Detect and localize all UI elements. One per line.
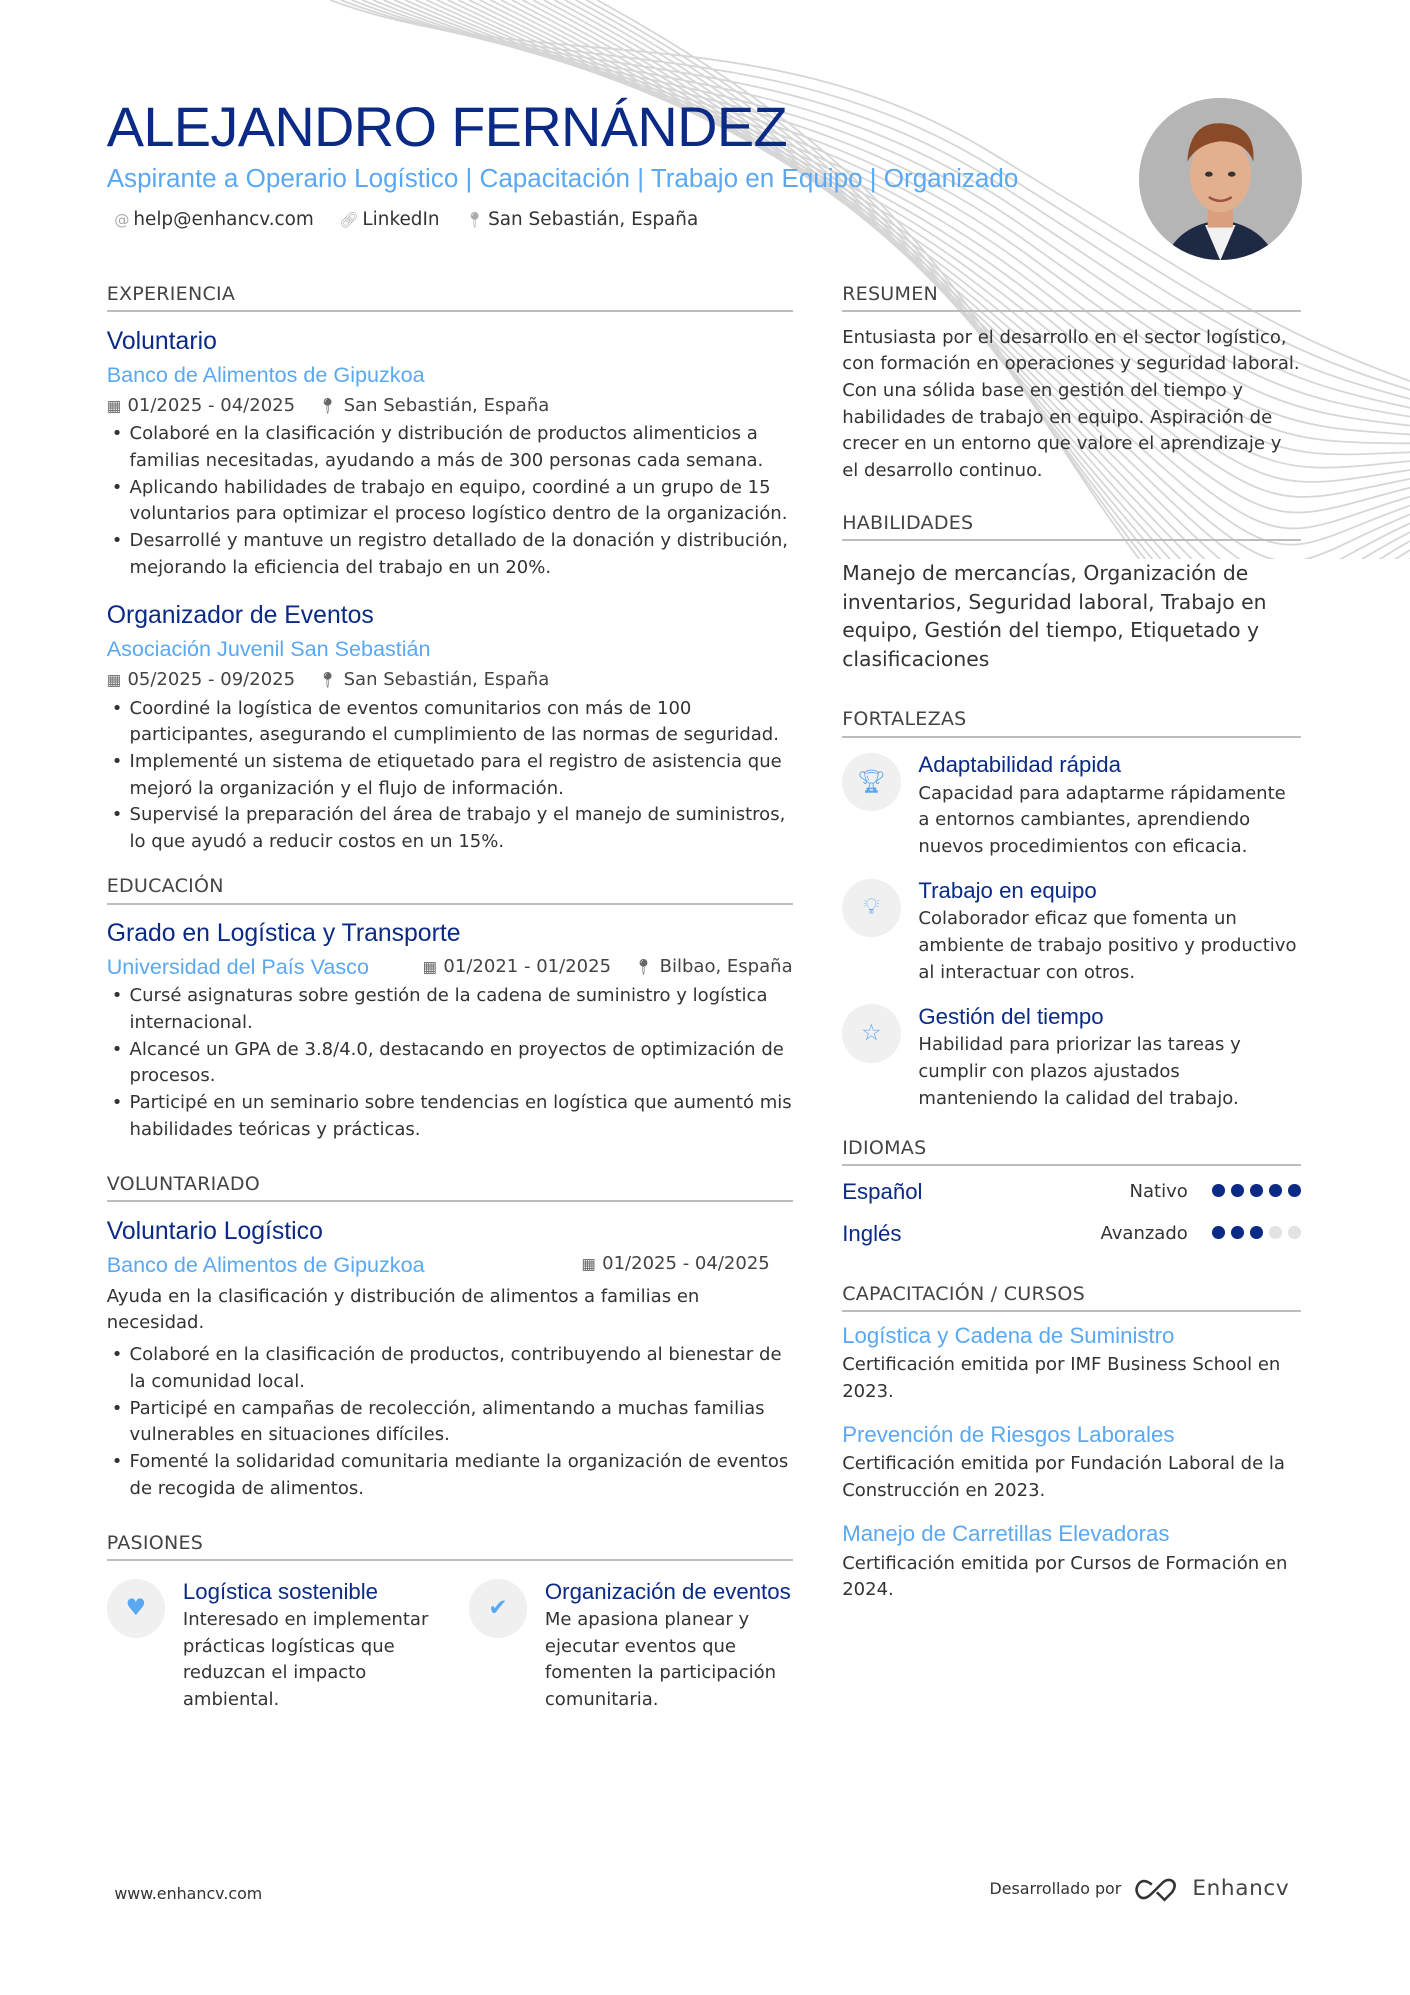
passion-title: Organización de eventos bbox=[544, 1578, 791, 1604]
footer-branding bbox=[990, 1876, 1290, 1903]
passion-text: Interesado en implementar prácticas logísticas que reduzcan el impacto ambiental. bbox=[182, 1609, 429, 1711]
strength-item bbox=[842, 876, 1301, 987]
bullet: • Participé en un seminario sobre tendencias en logística que aumentó mis habilidades teóricas y prácticas. bbox=[107, 1090, 793, 1143]
course-title: Logística y Cadena de Suministro bbox=[842, 1323, 1175, 1349]
section-title-languages: IDIOMAS bbox=[842, 1135, 1301, 1166]
bullet: • Fomenté la solidaridad comunitaria mediante la organización de eventos de recogida de alimentos. bbox=[107, 1449, 793, 1502]
volunteering-bullets bbox=[107, 1342, 793, 1502]
dates bbox=[423, 952, 611, 982]
language-name: Inglés bbox=[842, 1220, 902, 1246]
bullet: • Colaboré en la clasificación y distribución de productos alimenticios a familias necesitadas, ayudando a más de 300 personas cada semana. bbox=[107, 421, 793, 474]
section-title-strengths: FORTALEZAS bbox=[842, 706, 1301, 737]
enhancv-logo-icon bbox=[1134, 1877, 1180, 1902]
section-title-summary: RESUMEN bbox=[842, 281, 1301, 312]
rating-dot bbox=[1212, 1226, 1225, 1239]
check-icon: ✔ bbox=[469, 1579, 527, 1637]
dates-text: 01/2025 - 04/2025 bbox=[127, 394, 296, 416]
contact-email[interactable] bbox=[114, 207, 314, 234]
bullet: • Colaboré en la clasificación de productos, contribuyendo al bienestar de la comunidad local. bbox=[107, 1342, 793, 1395]
bullet: • Coordiné la logística de eventos comunitarios con más de 100 participantes, asegurando el cumplimiento de las normas de seguridad. bbox=[107, 696, 793, 749]
strength-title: Adaptabilidad rápida bbox=[918, 752, 1121, 778]
rating-dot bbox=[1288, 1226, 1301, 1239]
powered-by-text: Desarrollado por bbox=[989, 1879, 1122, 1899]
rating-dot bbox=[1231, 1226, 1244, 1239]
calendar-icon: ▦ bbox=[106, 396, 122, 415]
location bbox=[318, 665, 549, 695]
language-rating bbox=[1206, 1179, 1301, 1206]
description: Ayuda en la clasificación y distribución de alimentos a familias en necesidad. bbox=[106, 1285, 700, 1334]
experience-bullets bbox=[107, 696, 793, 856]
calendar-icon: ▦ bbox=[422, 957, 438, 976]
profile-photo bbox=[1139, 98, 1302, 261]
skills-text: Manejo de mercancías, Organización de inventarios, Seguridad laboral, Trabajo en equipo, Gestión del tiempo, Etiquetado y clasificaciones bbox=[842, 561, 1267, 671]
organization: Banco de Alimentos de Gipuzkoa bbox=[106, 1252, 425, 1278]
location-text: Bilbao, España bbox=[659, 955, 793, 977]
strength-text: Capacidad para adaptarme rápidamente a entornos cambiantes, aprendiendo nuevos procedimientos con eficacia. bbox=[918, 782, 1286, 858]
language-item bbox=[842, 1171, 1301, 1213]
rating-dot bbox=[1212, 1184, 1225, 1197]
location-pin-icon: 📍︎ bbox=[317, 671, 338, 690]
calendar-icon: ▦ bbox=[106, 671, 122, 690]
brand-name: Enhancv bbox=[1192, 1876, 1290, 1902]
education-entry bbox=[107, 917, 793, 1143]
headline: Aspirante a Operario Logístico | Capacitación | Trabajo en Equipo | Organizado bbox=[106, 163, 1019, 194]
dates-text: 05/2025 - 09/2025 bbox=[127, 669, 296, 691]
experience-bullets bbox=[107, 421, 793, 581]
dates bbox=[107, 391, 295, 421]
email-text: help@enhancv.com bbox=[133, 209, 314, 231]
dates-text: 01/2025 - 04/2025 bbox=[602, 1253, 770, 1275]
section-title-courses: CAPACITACIÓN / CURSOS bbox=[842, 1281, 1301, 1312]
language-level: Avanzado bbox=[1100, 1222, 1188, 1244]
course-title: Prevención de Riesgos Laborales bbox=[842, 1422, 1175, 1448]
rating-dot bbox=[1231, 1184, 1244, 1197]
degree: Grado en Logística y Transporte bbox=[106, 920, 461, 948]
left-column bbox=[107, 281, 793, 1729]
bullet: • Implementé un sistema de etiquetado para el registro de asistencia que mejoró la organización y el flujo de información. bbox=[107, 749, 793, 802]
role: Voluntario bbox=[106, 327, 217, 355]
location-pin-icon: 📍︎ bbox=[464, 211, 485, 230]
dates bbox=[581, 1249, 769, 1279]
organization: Asociación Juvenil San Sebastián bbox=[106, 636, 431, 661]
star-icon: ☆ bbox=[842, 1004, 900, 1062]
strength-text: Colaborador eficaz que fomenta un ambiente de trabajo positivo y productivo al interactuar con otros. bbox=[918, 908, 1297, 983]
at-icon: @ bbox=[114, 211, 130, 230]
strength-item bbox=[842, 750, 1301, 861]
course-text: Certificación emitida por Cursos de Formación en 2024. bbox=[842, 1552, 1288, 1601]
rating-dot bbox=[1250, 1226, 1263, 1239]
location-text: San Sebastián, España bbox=[343, 394, 550, 416]
section-title-passions: PASIONES bbox=[107, 1530, 793, 1561]
bullet: • Participé en campañas de recolección, alimentando a muchas familias vulnerables en situaciones difíciles. bbox=[107, 1396, 793, 1449]
school: Universidad del País Vasco bbox=[106, 954, 369, 980]
course-text: Certificación emitida por IMF Business School en 2023. bbox=[842, 1354, 1281, 1403]
lightbulb-icon: 💡︎ bbox=[842, 879, 900, 937]
candidate-name: ALEJANDRO FERNÁNDEZ bbox=[106, 94, 787, 158]
language-name: Español bbox=[842, 1178, 923, 1204]
language-level: Nativo bbox=[1129, 1180, 1188, 1202]
heart-icon: ♥ bbox=[107, 1579, 165, 1637]
calendar-icon: ▦ bbox=[581, 1255, 596, 1274]
summary-text: Entusiasta por el desarrollo en el sector logístico, con formación en operaciones y seguridad laboral. Con una sólida base en gestión del tiempo y habilidades de trabajo en equipo. Aspiración de crecer en un entorno que valore el aprendizaje y el desarrollo continuo. bbox=[842, 326, 1300, 481]
rating-dot bbox=[1269, 1184, 1282, 1197]
location bbox=[634, 952, 793, 982]
volunteering-entry bbox=[107, 1215, 793, 1502]
role: Voluntario Logístico bbox=[106, 1218, 323, 1246]
header bbox=[106, 94, 1019, 234]
dates-text: 01/2021 - 01/2025 bbox=[443, 955, 612, 977]
strength-item bbox=[842, 1002, 1301, 1113]
bullet: • Supervisé la preparación del área de trabajo y el manejo de suministros, lo que ayudó a reducir costos en un 15%. bbox=[107, 802, 793, 855]
dates bbox=[107, 665, 295, 695]
section-title-volunteering: VOLUNTARIADO bbox=[107, 1171, 793, 1202]
course-title: Manejo de Carretillas Elevadoras bbox=[842, 1521, 1170, 1547]
footer-website[interactable]: www.enhancv.com bbox=[114, 1884, 263, 1904]
bullet: • Alcancé un GPA de 3.8/4.0, destacando en proyectos de optimización de procesos. bbox=[107, 1037, 793, 1090]
course-item bbox=[842, 1517, 1301, 1603]
role: Organizador de Eventos bbox=[106, 601, 374, 629]
trophy-icon: 🏆︎ bbox=[842, 753, 900, 811]
bullet: • Aplicando habilidades de trabajo en equipo, coordiné a un grupo de 15 voluntarios para optimizar el proceso logístico dentro de la organización. bbox=[107, 475, 793, 528]
course-item bbox=[842, 1418, 1301, 1504]
rating-dot bbox=[1288, 1184, 1301, 1197]
experience-entry bbox=[107, 599, 793, 856]
rating-dot bbox=[1269, 1226, 1282, 1239]
location-text: San Sebastián, España bbox=[488, 209, 699, 231]
location-pin-icon: 📍︎ bbox=[633, 957, 654, 976]
linkedin-text: LinkedIn bbox=[362, 209, 440, 231]
section-title-experience: EXPERIENCIA bbox=[107, 281, 793, 312]
location-pin-icon: 📍︎ bbox=[317, 396, 338, 415]
right-column bbox=[842, 281, 1301, 1617]
strength-title: Gestión del tiempo bbox=[918, 1003, 1104, 1029]
bullet: • Desarrollé y mantuve un registro detallado de la donación y distribución, mejorando la eficiencia del trabajo en un 20%. bbox=[107, 528, 793, 581]
language-rating bbox=[1206, 1221, 1301, 1248]
course-item bbox=[842, 1319, 1301, 1405]
section-title-education: EDUCACIÓN bbox=[107, 873, 793, 904]
section-title-skills: HABILIDADES bbox=[842, 510, 1301, 541]
location-text: San Sebastián, España bbox=[343, 669, 550, 691]
contact-linkedin[interactable] bbox=[339, 207, 439, 234]
rating-dot bbox=[1250, 1184, 1263, 1197]
strength-title: Trabajo en equipo bbox=[918, 877, 1097, 903]
link-icon: 🔗︎ bbox=[339, 211, 359, 230]
passion-title: Logística sostenible bbox=[182, 1578, 379, 1604]
passion-item bbox=[469, 1577, 793, 1714]
contact-location bbox=[465, 207, 698, 234]
course-text: Certificación emitida por Fundación Laboral de la Construcción en 2023. bbox=[842, 1453, 1285, 1502]
strength-text: Habilidad para priorizar las tareas y cumplir con plazos ajustados manteniendo la calidad del trabajo. bbox=[918, 1034, 1241, 1109]
passion-item bbox=[107, 1577, 431, 1714]
location bbox=[318, 391, 549, 421]
organization: Banco de Alimentos de Gipuzkoa bbox=[106, 361, 425, 387]
education-bullets bbox=[107, 983, 793, 1143]
bullet: • Cursé asignaturas sobre gestión de la cadena de suministro y logística internacional. bbox=[107, 983, 793, 1036]
experience-entry bbox=[107, 325, 793, 582]
language-item bbox=[842, 1213, 1301, 1255]
passion-text: Me apasiona planear y ejecutar eventos que fomenten la participación comunitaria. bbox=[544, 1609, 777, 1711]
